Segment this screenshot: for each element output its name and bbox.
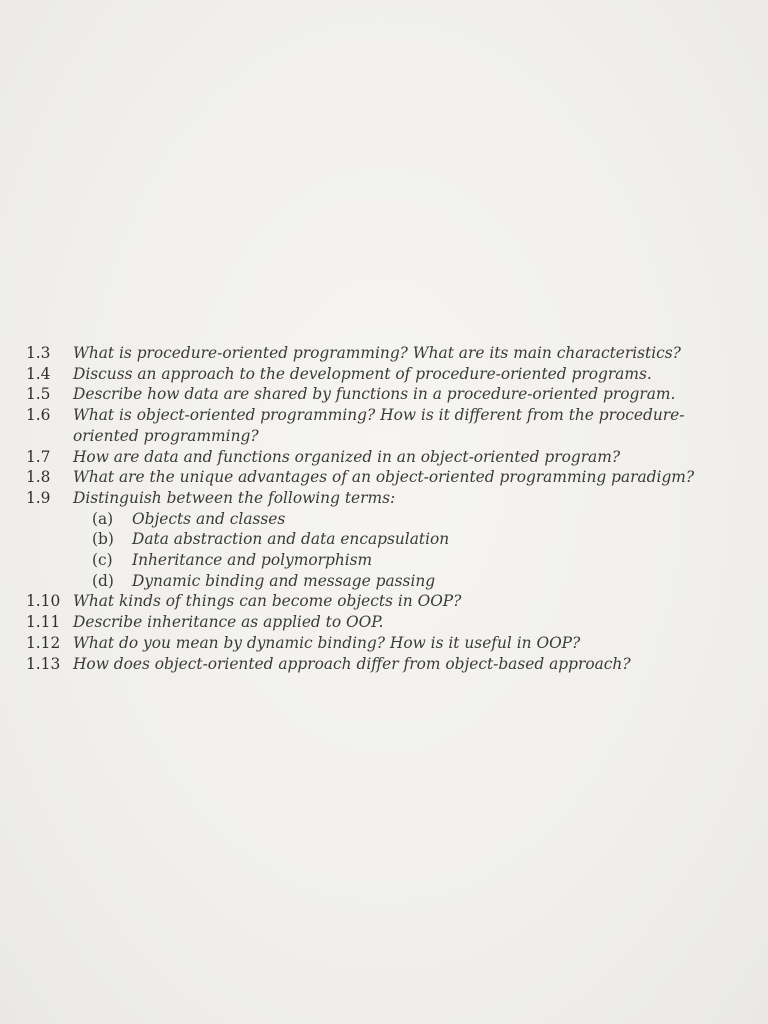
question-1-12 xyxy=(24,633,754,654)
question-number: 1.5 xyxy=(26,385,51,404)
subitem-text: Dynamic binding and message passing xyxy=(132,571,436,590)
question-1-6 xyxy=(24,405,754,426)
question-text: What do you mean by dynamic binding? How is it useful in OOP? xyxy=(73,633,581,652)
question-number: 1.3 xyxy=(26,344,51,362)
question-number: 1.8 xyxy=(26,468,51,487)
subitem-text: Data abstraction and data encapsulation xyxy=(132,530,450,549)
question-1-5 xyxy=(24,384,754,405)
question-text: Describe inheritance as applied to OOP. xyxy=(73,613,384,632)
question-text: How are data and functions organized in an object-oriented program? xyxy=(73,447,621,466)
question-1-13 xyxy=(24,654,754,675)
subitem-d xyxy=(24,571,754,592)
question-1-3 xyxy=(24,343,754,364)
subitem-a xyxy=(24,509,754,530)
subitem-letter: (a) xyxy=(92,509,114,528)
question-1-11 xyxy=(24,612,754,633)
question-text: Discuss an approach to the development of procedure-oriented programs. xyxy=(73,364,652,383)
question-text: What is procedure-oriented programming? What are its main characteristics? xyxy=(73,344,681,362)
subitem-text: Inheritance and polymorphism xyxy=(132,551,373,570)
question-1-4 xyxy=(24,364,754,385)
question-number: 1.9 xyxy=(26,488,51,507)
question-1-6-continuation: oriented programming? xyxy=(73,426,259,445)
question-1-7 xyxy=(24,447,754,468)
question-number: 1.7 xyxy=(26,447,51,466)
question-number: 1.13 xyxy=(26,654,61,673)
subitem-text: Objects and classes xyxy=(132,509,286,528)
question-number: 1.12 xyxy=(26,633,61,652)
subitem-b xyxy=(24,529,754,550)
question-text: How does object-oriented approach differ from object-based approach? xyxy=(73,654,631,673)
question-text: What kinds of things can become objects in OOP? xyxy=(73,592,462,611)
question-text: Distinguish between the following terms: xyxy=(73,488,396,507)
question-number: 1.10 xyxy=(26,592,61,611)
question-text: Describe how data are shared by functions in a procedure-oriented program. xyxy=(73,385,676,404)
question-number: 1.6 xyxy=(26,406,51,425)
review-questions-list xyxy=(24,343,754,674)
subitem-letter: (b) xyxy=(92,530,114,549)
question-text: What are the unique advantages of an object-oriented programming paradigm? xyxy=(73,468,695,487)
question-1-9 xyxy=(24,488,754,509)
question-number: 1.11 xyxy=(26,613,61,632)
subitem-c xyxy=(24,550,754,571)
subitem-letter: (c) xyxy=(92,551,113,570)
question-1-10 xyxy=(24,591,754,612)
question-text: What is object-oriented programming? How is it different from the procedure- xyxy=(73,406,685,425)
subitem-letter: (d) xyxy=(92,571,114,590)
question-number: 1.4 xyxy=(26,364,51,383)
question-1-8 xyxy=(24,467,754,488)
